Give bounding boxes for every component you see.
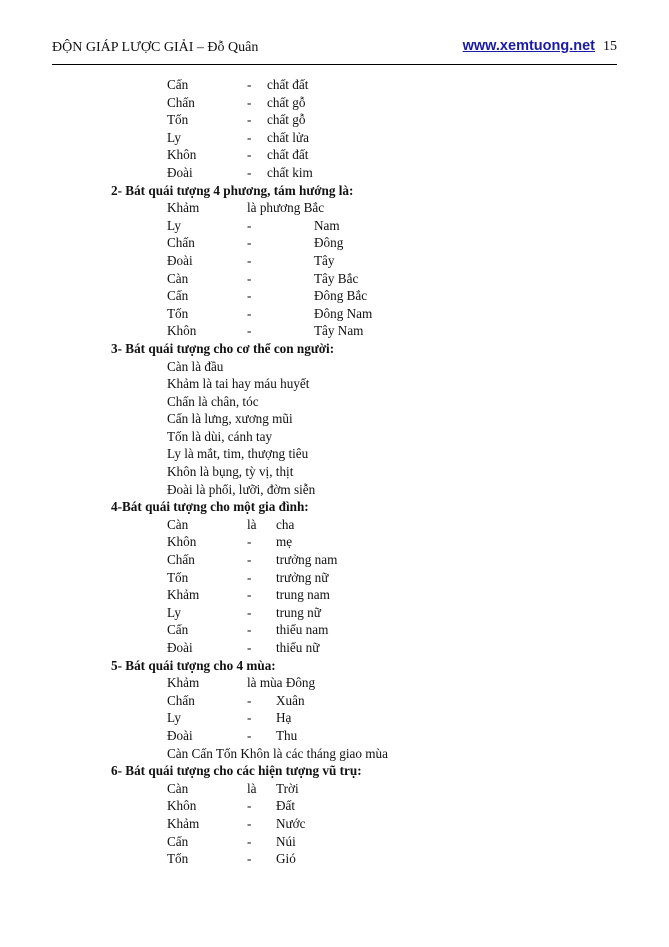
dash: - xyxy=(247,640,252,655)
trigram-name: Khảm xyxy=(167,587,200,603)
list-item: Ly là mắt, tim, thượng tiêu xyxy=(167,446,309,462)
document-title: ĐỘN GIÁP LƯỢC GIẢI – Đỗ Quân xyxy=(52,40,259,55)
attribute: thiếu nữ xyxy=(276,640,320,655)
attribute: chất đất xyxy=(267,77,309,92)
table-row xyxy=(0,111,669,129)
section-heading: 3- Bát quái tượng cho cơ thể con người: xyxy=(111,340,335,356)
dash: - xyxy=(247,129,252,145)
attribute: chất kim xyxy=(267,164,313,180)
trigram-name: Ly xyxy=(167,604,181,620)
trigram-name: Tốn xyxy=(167,112,189,128)
table-row xyxy=(0,833,669,851)
attribute: Gió xyxy=(276,851,296,867)
table-row xyxy=(0,217,669,235)
table-row xyxy=(0,322,669,340)
table-row xyxy=(0,146,669,164)
attribute: Đông xyxy=(314,235,344,251)
trigram-name: Cấn xyxy=(167,77,189,92)
dash: - xyxy=(247,534,252,550)
header-right xyxy=(463,38,617,55)
trigram-name: Đoài xyxy=(167,164,193,180)
attribute: Đất xyxy=(276,798,296,814)
trigram-name: Cấn xyxy=(167,288,189,304)
attribute: Nước xyxy=(276,815,306,831)
table-row xyxy=(0,797,669,815)
trigram-name: Đoài xyxy=(167,727,193,743)
trigram-name: Càn xyxy=(167,270,189,286)
dash: - xyxy=(247,112,252,128)
dash: - xyxy=(247,622,252,638)
list-item: Khôn là bụng, tỳ vị, thịt xyxy=(167,464,294,480)
attribute: chất gỗ xyxy=(267,112,306,128)
dash: - xyxy=(247,323,252,339)
trigram-name: Chấn xyxy=(167,235,195,251)
dash: - xyxy=(247,604,252,620)
list-item: Khảm là tai hay máu huyết xyxy=(167,376,310,392)
attribute: mẹ xyxy=(276,534,293,550)
attribute: trung nữ xyxy=(276,604,321,620)
table-row xyxy=(0,604,669,622)
attribute: là phương Bắc xyxy=(247,200,325,216)
table-row xyxy=(0,94,669,112)
table-row xyxy=(0,850,669,868)
trigram-name: Chấn xyxy=(167,94,195,110)
attribute: chất lửa xyxy=(267,129,309,145)
attribute: Tây xyxy=(314,252,335,268)
table-row xyxy=(0,305,669,323)
list-item: Cấn là lưng, xương mũi xyxy=(167,411,293,427)
list-item: Chấn là chân, tóc xyxy=(167,393,259,409)
table-row xyxy=(0,164,669,182)
table-row xyxy=(0,252,669,270)
dash: - xyxy=(247,798,252,814)
attribute: Trời xyxy=(276,780,299,796)
attribute: chất gỗ xyxy=(267,94,306,110)
dash: - xyxy=(247,94,252,110)
table-row xyxy=(0,639,669,657)
table-row xyxy=(0,129,669,147)
table-row xyxy=(0,569,669,587)
dash: - xyxy=(247,815,252,831)
table-row xyxy=(0,551,669,569)
attribute: Đông Bắc xyxy=(314,288,368,304)
attribute: Tây Bắc xyxy=(314,270,359,286)
section-heading: 5- Bát quái tượng cho 4 mùa: xyxy=(111,657,276,673)
trigram-name: Ly xyxy=(167,710,181,726)
table-row xyxy=(0,287,669,305)
attribute: là mùa Đông xyxy=(247,675,316,691)
trigram-name: Chấn xyxy=(167,692,195,708)
table-row xyxy=(0,533,669,551)
trigram-name: Cấn xyxy=(167,622,189,638)
trigram-name: Khôn xyxy=(167,323,197,339)
dash: - xyxy=(247,710,252,726)
dash: - xyxy=(247,217,252,233)
attribute: Hạ xyxy=(276,710,292,726)
trigram-name: Khôn xyxy=(167,534,197,550)
list-item: Càn là đầu xyxy=(167,358,224,374)
dash: - xyxy=(247,147,252,163)
dash: - xyxy=(247,833,252,849)
trigram-name: Khôn xyxy=(167,147,197,163)
attribute: Xuân xyxy=(276,692,305,708)
trigram-name: Tốn xyxy=(167,851,189,867)
trigram-name: Khôn xyxy=(167,798,197,814)
attribute: trưởng nam xyxy=(276,552,338,568)
attribute: cha xyxy=(276,516,295,532)
website-link[interactable]: www.xemtuong.net xyxy=(462,38,595,54)
table-row xyxy=(0,76,669,94)
dash: - xyxy=(247,851,252,867)
table-row xyxy=(0,234,669,252)
trigram-name: Càn xyxy=(167,780,189,796)
trigram-name: Ly xyxy=(167,129,181,145)
trigram-name: Đoài xyxy=(167,252,193,268)
table-row xyxy=(0,780,669,798)
attribute: trưởng nữ xyxy=(276,569,329,585)
table-row xyxy=(0,516,669,534)
dash: - xyxy=(247,164,252,180)
trigram-name: Tốn xyxy=(167,305,189,321)
dash: - xyxy=(247,569,252,585)
table-row xyxy=(0,199,669,217)
dash: - xyxy=(247,252,252,268)
table-row xyxy=(0,815,669,833)
attribute: trung nam xyxy=(276,587,330,603)
trigram-name: Khảm xyxy=(167,815,200,831)
trigram-name: Cấn xyxy=(167,833,189,849)
trigram-name: Tốn xyxy=(167,569,189,585)
dash: - xyxy=(247,692,252,708)
table-row xyxy=(0,674,669,692)
table-row xyxy=(0,709,669,727)
attribute: Núi xyxy=(276,833,296,849)
attribute: Tây Nam xyxy=(314,323,364,339)
attribute: Nam xyxy=(314,217,340,233)
table-row xyxy=(0,692,669,710)
table-row xyxy=(0,270,669,288)
attribute: Đông Nam xyxy=(314,305,373,321)
dash: - xyxy=(247,77,252,92)
section-heading: 6- Bát quái tượng cho các hiện tượng vũ trụ: xyxy=(111,763,362,779)
dash: - xyxy=(247,727,252,743)
trigram-name: Ly xyxy=(167,217,181,233)
dash: - xyxy=(247,305,252,321)
dash: - xyxy=(247,587,252,603)
table-row xyxy=(0,621,669,639)
trigram-name: Chấn xyxy=(167,552,195,568)
table-row xyxy=(0,586,669,604)
list-item: Đoài là phổi, lưỡi, đờm siễn xyxy=(167,481,316,497)
list-item: Càn Cấn Tốn Khôn là các tháng giao mùa xyxy=(167,745,388,761)
page-number: 15 xyxy=(603,39,617,54)
dash: - xyxy=(247,270,252,286)
page-header xyxy=(52,38,617,65)
section-heading: 2- Bát quái tượng 4 phương, tám hướng là: xyxy=(111,182,354,198)
table-row xyxy=(0,727,669,745)
dash: - xyxy=(247,552,252,568)
list-item: Tốn là dùi, cánh tay xyxy=(167,428,273,444)
trigram-name: Khảm xyxy=(167,200,200,216)
trigram-name: Càn xyxy=(167,516,189,532)
section-heading: 4-Bát quái tượng cho một gia đình: xyxy=(111,499,309,515)
attribute: chất đất xyxy=(267,147,309,163)
trigram-name: Đoài xyxy=(167,640,193,655)
attribute: thiếu nam xyxy=(276,622,329,638)
dash: là xyxy=(247,780,257,796)
attribute: Thu xyxy=(276,727,298,743)
dash: - xyxy=(247,235,252,251)
trigram-name: Khảm xyxy=(167,675,200,691)
page-body xyxy=(0,76,669,868)
dash: là xyxy=(247,516,257,532)
dash: - xyxy=(247,288,252,304)
